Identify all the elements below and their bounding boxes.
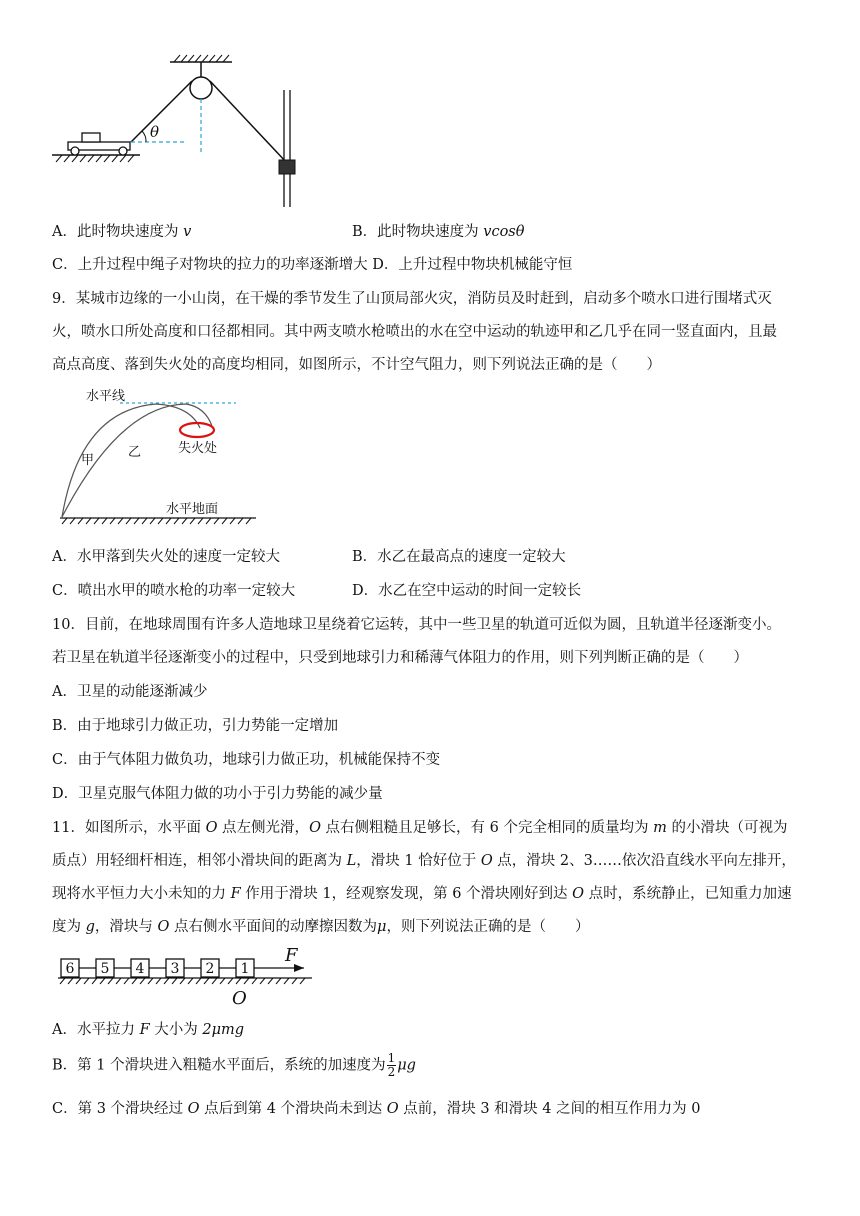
q11-option-a: A．水平拉力 F 大小为 2μmg [52,1022,245,1038]
q9-line-3: 高点高度、落到失火处的高度均相同，如图所示，不计空气阻力，则下列说法正确的是（ ） [52,357,661,373]
theta-label: θ [150,123,160,141]
block-5-label: 5 [100,961,110,977]
q9-line-2: 火，喷水口所处高度和口径都相同。其中两支喷水枪喷出的水在空中运动的轨迹甲和乙几乎在同一竖直面内，且最 [52,324,777,340]
block-3-label: 3 [170,961,180,977]
block-2-label: 2 [205,961,215,977]
yi-label: 乙 [128,445,142,460]
q11-line-2: 质点）用轻细杆相连，相邻小滑块间的距离为 L，滑块 1 恰好位于 O 点，滑块 2、3……依次沿直线水平向左排开， [52,853,796,869]
q10-option-a: A．卫星的动能逐渐减少 [52,684,208,700]
o-point-label: O [232,988,247,1009]
jia-label: 甲 [81,453,95,468]
q11-option-b: B．第 1 个滑块进入粗糙水平面后，系统的加速度为 $\frac{1}{2}$ μg [52,1051,416,1079]
q11-line-4: 度为 g，滑块与 O 点右侧水平面间的动摩擦因数为μ，则下列说法正确的是（ ） [52,919,590,935]
block-4-label: 4 [135,961,145,977]
block-6-label: 6 [65,961,75,977]
q8-option-a: A．此时物块速度为 v [52,224,192,240]
ground-label: 水平地面 [166,502,219,517]
q8-option-c: C．上升过程中绳子对物块的拉力的功率逐渐增大 D．上升过程中物块机械能守恒 [52,257,573,273]
force-label: F [285,945,298,966]
q11-option-c: C．第 3 个滑块经过 O 点后到第 4 个滑块尚未到达 O 点前，滑块 3 和滑块 4 之间的相互作用力为 0 [52,1101,701,1117]
q10-line-2: 若卫星在轨道半径逐渐变小的过程中，只受到地球引力和稀薄气体阻力的作用，则下列判断正确的是（ ） [52,650,748,666]
horizon-label: 水平线 [86,389,126,404]
q10-line-1: 10．目前，在地球周围有许多人造地球卫星绕着它运转，其中一些卫星的轨道可近似为圆，且轨道半径逐渐变小。 [52,617,781,633]
q9-line-1: 9．某城市边缘的一小山岗，在干燥的季节发生了山顶局部火灾，消防员及时赶到，启动多个喷水口进行围堵式灭 [52,291,772,307]
q11-line-1: 11．如图所示，水平面 O 点左侧光滑，O 点右侧粗糙且足够长，有 6 个完全相同的质量均为 m 的小滑块（可视为 [52,820,788,836]
block-1-label: 1 [240,961,250,977]
q10-option-c: C．由于气体阻力做负功，地球引力做正功，机械能保持不变 [52,752,441,768]
q8-option-b: B．此时物块速度为 vcosθ [352,224,525,240]
q11-line-3: 现将水平恒力大小未知的力 F 作用于滑块 1，经观察发现，第 6 个滑块刚好到达 O 点时，系统静止，已知重力加速 [52,886,792,902]
q9-option-d: D．水乙在空中运动的时间一定较长 [352,583,582,599]
fire-label: 失火处 [178,441,218,456]
q9-option-b: B．水乙在最高点的速度一定较大 [352,549,566,565]
fraction: $\frac{1}{2}$ [387,1051,396,1079]
q10-option-d: D．卫星克服气体阻力做的功小于引力势能的减少量 [52,786,383,802]
q9-option-c: C．喷出水甲的喷水枪的功率一定较大 [52,583,296,599]
q9-option-a: A．水甲落到失火处的速度一定较大 [52,549,280,565]
q10-option-b: B．由于地球引力做正功，引力势能一定增加 [52,718,339,734]
